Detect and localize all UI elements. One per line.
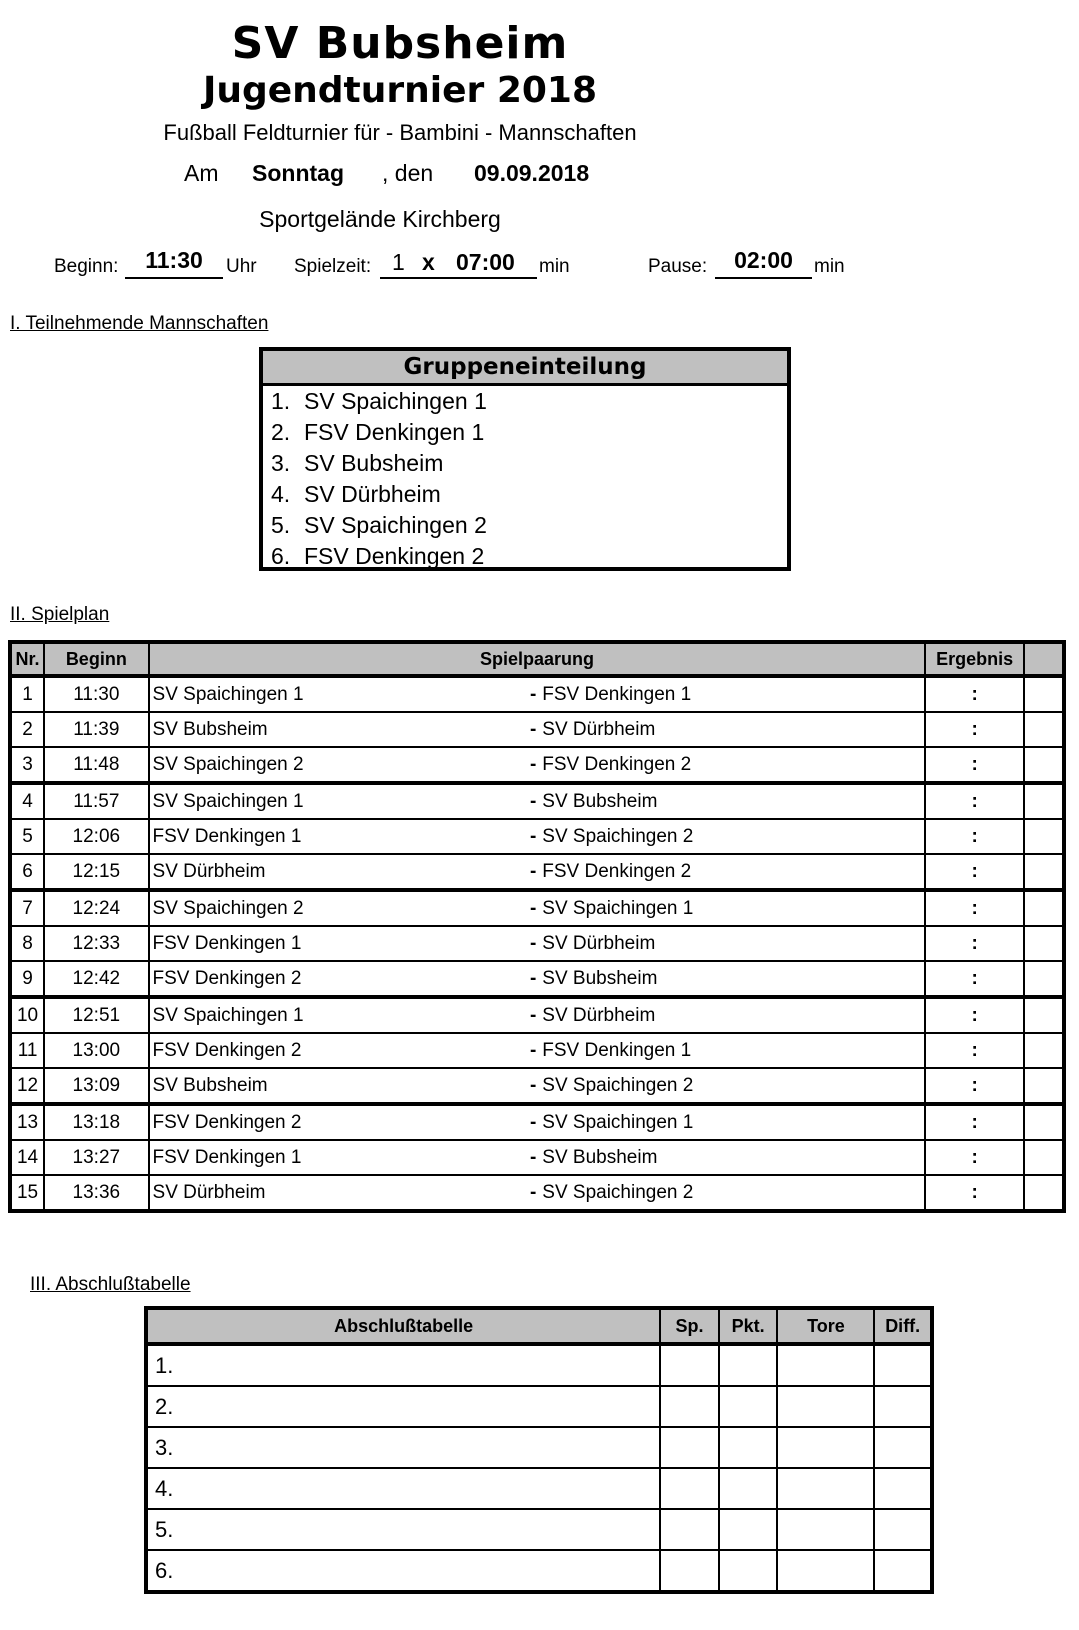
schedule-header-row: [10, 642, 1064, 676]
away-team: SV Spaichingen 2: [542, 825, 694, 847]
pause-value: 02:00: [715, 247, 812, 279]
away-team: SV Spaichingen 2: [542, 1074, 694, 1096]
match-time: 12:33: [44, 926, 148, 961]
away-cell: [530, 890, 926, 926]
tournament-date: 09.09.2018: [474, 160, 590, 186]
col-pkt: Pkt.: [719, 1308, 778, 1344]
extra-cell: [1024, 961, 1064, 997]
match-number: 7: [10, 890, 44, 926]
result-cell: :: [925, 926, 1023, 961]
rank-cell: 4.: [146, 1468, 660, 1509]
versus-dash: -: [529, 1004, 537, 1026]
team-number: 6.: [271, 543, 291, 569]
away-team: SV Dürbheim: [542, 1004, 656, 1026]
extra-cell: [1024, 1140, 1064, 1175]
team-number: 2.: [271, 419, 291, 445]
match-row: [10, 926, 1064, 961]
home-team: SV Dürbheim: [149, 854, 530, 890]
extra-cell: [1024, 890, 1064, 926]
away-cell: [530, 1033, 926, 1068]
match-row: [10, 1104, 1064, 1140]
extra-cell: [1024, 1068, 1064, 1104]
home-team: SV Spaichingen 1: [149, 676, 530, 712]
away-team: SV Bubsheim: [542, 790, 658, 812]
away-cell: [530, 997, 926, 1033]
away-team: SV Spaichingen 2: [542, 1181, 694, 1203]
versus-dash: -: [529, 753, 537, 775]
home-team: SV Spaichingen 1: [149, 997, 530, 1033]
match-time: 12:42: [44, 961, 148, 997]
match-number: 15: [10, 1175, 44, 1211]
result-cell: :: [925, 819, 1023, 854]
col-extra: [1024, 642, 1064, 676]
away-cell: [530, 676, 926, 712]
versus-dash: -: [529, 1039, 537, 1061]
pkt-cell: [719, 1468, 778, 1509]
sp-cell: [660, 1344, 719, 1386]
venue: Sportgelände Kirchberg: [259, 206, 501, 232]
team-item: [263, 510, 787, 541]
match-time: 12:15: [44, 854, 148, 890]
match-number: 9: [10, 961, 44, 997]
result-cell: :: [925, 890, 1023, 926]
min-label: min: [539, 256, 570, 277]
extra-cell: [1024, 926, 1064, 961]
away-cell: [530, 961, 926, 997]
team-list: [263, 386, 787, 572]
match-row: [10, 1175, 1064, 1211]
match-number: 4: [10, 783, 44, 819]
diff-cell: [874, 1550, 932, 1592]
match-time: 11:39: [44, 712, 148, 747]
team-name: FSV Denkingen 2: [304, 543, 485, 569]
rank-cell: 6.: [146, 1550, 660, 1592]
diff-cell: [874, 1386, 932, 1427]
extra-cell: [1024, 1104, 1064, 1140]
away-cell: [530, 926, 926, 961]
team-item: [263, 479, 787, 510]
away-team: FSV Denkingen 2: [542, 860, 692, 882]
tore-cell: [777, 1386, 874, 1427]
diff-cell: [874, 1509, 932, 1550]
final-row: [146, 1509, 932, 1550]
result-cell: :: [925, 1140, 1023, 1175]
beginn-value: 11:30: [125, 247, 223, 279]
away-team: SV Bubsheim: [542, 1146, 658, 1168]
match-number: 6: [10, 854, 44, 890]
result-cell: :: [925, 712, 1023, 747]
pkt-cell: [719, 1550, 778, 1592]
extra-cell: [1024, 1033, 1064, 1068]
match-row: [10, 1068, 1064, 1104]
match-time: 13:18: [44, 1104, 148, 1140]
rank-cell: 3.: [146, 1427, 660, 1468]
away-cell: [530, 1104, 926, 1140]
home-team: SV Spaichingen 2: [149, 890, 530, 926]
away-team: SV Spaichingen 1: [542, 897, 694, 919]
match-number: 14: [10, 1140, 44, 1175]
versus-dash: -: [529, 932, 537, 954]
match-time: 13:00: [44, 1033, 148, 1068]
result-cell: :: [925, 676, 1023, 712]
home-team: SV Spaichingen 1: [149, 783, 530, 819]
versus-dash: -: [529, 897, 537, 919]
match-number: 5: [10, 819, 44, 854]
match-number: 12: [10, 1068, 44, 1104]
away-cell: [530, 854, 926, 890]
col-ergebnis: Ergebnis: [925, 642, 1023, 676]
weekday: Sonntag: [252, 160, 344, 186]
home-team: FSV Denkingen 2: [149, 1104, 530, 1140]
match-number: 11: [10, 1033, 44, 1068]
match-row: [10, 890, 1064, 926]
away-cell: [530, 783, 926, 819]
match-time: 12:51: [44, 997, 148, 1033]
team-name: FSV Denkingen 1: [304, 419, 485, 445]
team-item: [263, 448, 787, 479]
away-team: FSV Denkingen 1: [542, 1039, 692, 1061]
uhr-label: Uhr: [226, 256, 257, 277]
home-team: FSV Denkingen 1: [149, 926, 530, 961]
tore-cell: [777, 1509, 874, 1550]
pkt-cell: [719, 1344, 778, 1386]
away-team: FSV Denkingen 2: [542, 753, 692, 775]
team-item: [263, 386, 787, 417]
result-cell: :: [925, 1175, 1023, 1211]
pkt-cell: [719, 1386, 778, 1427]
col-diff: Diff.: [874, 1308, 932, 1344]
diff-cell: [874, 1468, 932, 1509]
versus-dash: -: [529, 860, 537, 882]
away-cell: [530, 747, 926, 783]
final-row: [146, 1550, 932, 1592]
rank-cell: 2.: [146, 1386, 660, 1427]
team-item: [263, 417, 787, 448]
match-number: 10: [10, 997, 44, 1033]
final-row: [146, 1386, 932, 1427]
team-name: SV Bubsheim: [304, 450, 444, 476]
result-cell: :: [925, 783, 1023, 819]
home-team: SV Bubsheim: [149, 1068, 530, 1104]
section-heading-teams: I. Teilnehmende Mannschaften: [10, 313, 269, 334]
away-team: SV Bubsheim: [542, 967, 658, 989]
match-row: [10, 997, 1064, 1033]
match-number: 1: [10, 676, 44, 712]
result-cell: :: [925, 854, 1023, 890]
page-title: SV Bubsheim: [231, 18, 569, 69]
team-item: [263, 541, 787, 572]
group-box: [259, 347, 791, 571]
away-cell: [530, 1175, 926, 1211]
beginn-label: Beginn:: [54, 256, 119, 277]
col-spielpaarung: Spielpaarung: [149, 642, 926, 676]
match-time: 13:09: [44, 1068, 148, 1104]
versus-dash: -: [529, 790, 537, 812]
result-cell: :: [925, 1068, 1023, 1104]
spielzeit-count: 1: [392, 249, 405, 275]
match-row: [10, 961, 1064, 997]
extra-cell: [1024, 747, 1064, 783]
home-team: FSV Denkingen 2: [149, 961, 530, 997]
home-team: FSV Denkingen 1: [149, 819, 530, 854]
versus-dash: -: [529, 1181, 537, 1203]
den-label: , den: [382, 160, 434, 186]
match-row: [10, 819, 1064, 854]
match-row: [10, 1140, 1064, 1175]
match-time: 13:27: [44, 1140, 148, 1175]
away-cell: [530, 712, 926, 747]
result-cell: :: [925, 1104, 1023, 1140]
away-team: FSV Denkingen 1: [542, 683, 692, 705]
team-name: SV Dürbheim: [304, 481, 441, 507]
tore-cell: [777, 1550, 874, 1592]
extra-cell: [1024, 712, 1064, 747]
result-cell: :: [925, 1033, 1023, 1068]
extra-cell: [1024, 854, 1064, 890]
match-time: 12:06: [44, 819, 148, 854]
match-row: [10, 854, 1064, 890]
pkt-cell: [719, 1427, 778, 1468]
match-number: 3: [10, 747, 44, 783]
extra-cell: [1024, 1175, 1064, 1211]
tore-cell: [777, 1427, 874, 1468]
match-number: 8: [10, 926, 44, 961]
section-heading-schedule: II. Spielplan: [10, 604, 110, 625]
extra-cell: [1024, 783, 1064, 819]
team-number: 4.: [271, 481, 291, 507]
rank-cell: 5.: [146, 1509, 660, 1550]
spielzeit-value: 07:00: [456, 249, 515, 275]
spielzeit-label: Spielzeit:: [294, 256, 372, 277]
team-name: SV Spaichingen 2: [304, 512, 487, 538]
match-time: 11:48: [44, 747, 148, 783]
versus-dash: -: [529, 1074, 537, 1096]
match-row: [10, 747, 1064, 783]
away-team: SV Dürbheim: [542, 718, 656, 740]
versus-dash: -: [529, 683, 537, 705]
home-team: SV Dürbheim: [149, 1175, 530, 1211]
home-team: FSV Denkingen 1: [149, 1140, 530, 1175]
match-row: [10, 676, 1064, 712]
sp-cell: [660, 1509, 719, 1550]
home-team: FSV Denkingen 2: [149, 1033, 530, 1068]
result-cell: :: [925, 997, 1023, 1033]
sp-cell: [660, 1550, 719, 1592]
away-team: SV Spaichingen 1: [542, 1111, 694, 1133]
final-header-row: [146, 1308, 932, 1344]
sp-cell: [660, 1427, 719, 1468]
final-row: [146, 1344, 932, 1386]
match-number: 2: [10, 712, 44, 747]
group-box-title: Gruppeneinteilung: [263, 351, 787, 386]
match-number: 13: [10, 1104, 44, 1140]
away-team: SV Dürbheim: [542, 932, 656, 954]
am-label: Am: [184, 160, 219, 186]
final-table: [144, 1306, 934, 1594]
result-cell: :: [925, 961, 1023, 997]
versus-dash: -: [529, 1111, 537, 1133]
tore-cell: [777, 1344, 874, 1386]
schedule-table: [8, 640, 1066, 1213]
diff-cell: [874, 1344, 932, 1386]
match-time: 11:30: [44, 676, 148, 712]
team-number: 5.: [271, 512, 291, 538]
pause-label: Pause:: [648, 256, 708, 277]
extra-cell: [1024, 997, 1064, 1033]
diff-cell: [874, 1427, 932, 1468]
home-team: SV Spaichingen 2: [149, 747, 530, 783]
final-row: [146, 1468, 932, 1509]
col-tore: Tore: [777, 1308, 874, 1344]
col-sp: Sp.: [660, 1308, 719, 1344]
page-subtitle: Jugendturnier 2018: [202, 70, 598, 111]
match-row: [10, 783, 1064, 819]
extra-cell: [1024, 819, 1064, 854]
sp-cell: [660, 1386, 719, 1427]
extra-cell: [1024, 676, 1064, 712]
away-cell: [530, 1068, 926, 1104]
tournament-description: Fußball Feldturnier für - Bambini - Mannschaften: [163, 120, 637, 145]
rank-cell: 1.: [146, 1344, 660, 1386]
col-nr: Nr.: [10, 642, 44, 676]
match-time: 12:24: [44, 890, 148, 926]
tore-cell: [777, 1468, 874, 1509]
match-time: 11:57: [44, 783, 148, 819]
versus-dash: -: [529, 718, 537, 740]
final-row: [146, 1427, 932, 1468]
team-name: SV Spaichingen 1: [304, 388, 487, 414]
sp-cell: [660, 1468, 719, 1509]
versus-dash: -: [529, 825, 537, 847]
match-row: [10, 712, 1064, 747]
match-time: 13:36: [44, 1175, 148, 1211]
result-cell: :: [925, 747, 1023, 783]
versus-dash: -: [529, 967, 537, 989]
spielzeit-x: x: [422, 249, 435, 275]
col-team: Abschlußtabelle: [146, 1308, 660, 1344]
home-team: SV Bubsheim: [149, 712, 530, 747]
section-heading-final: III. Abschlußtabelle: [30, 1274, 191, 1295]
match-row: [10, 1033, 1064, 1068]
team-number: 3.: [271, 450, 291, 476]
away-cell: [530, 819, 926, 854]
team-number: 1.: [271, 388, 291, 414]
away-cell: [530, 1140, 926, 1175]
versus-dash: -: [529, 1146, 537, 1168]
col-beginn: Beginn: [44, 642, 148, 676]
pause-min-label: min: [814, 256, 845, 277]
pkt-cell: [719, 1509, 778, 1550]
